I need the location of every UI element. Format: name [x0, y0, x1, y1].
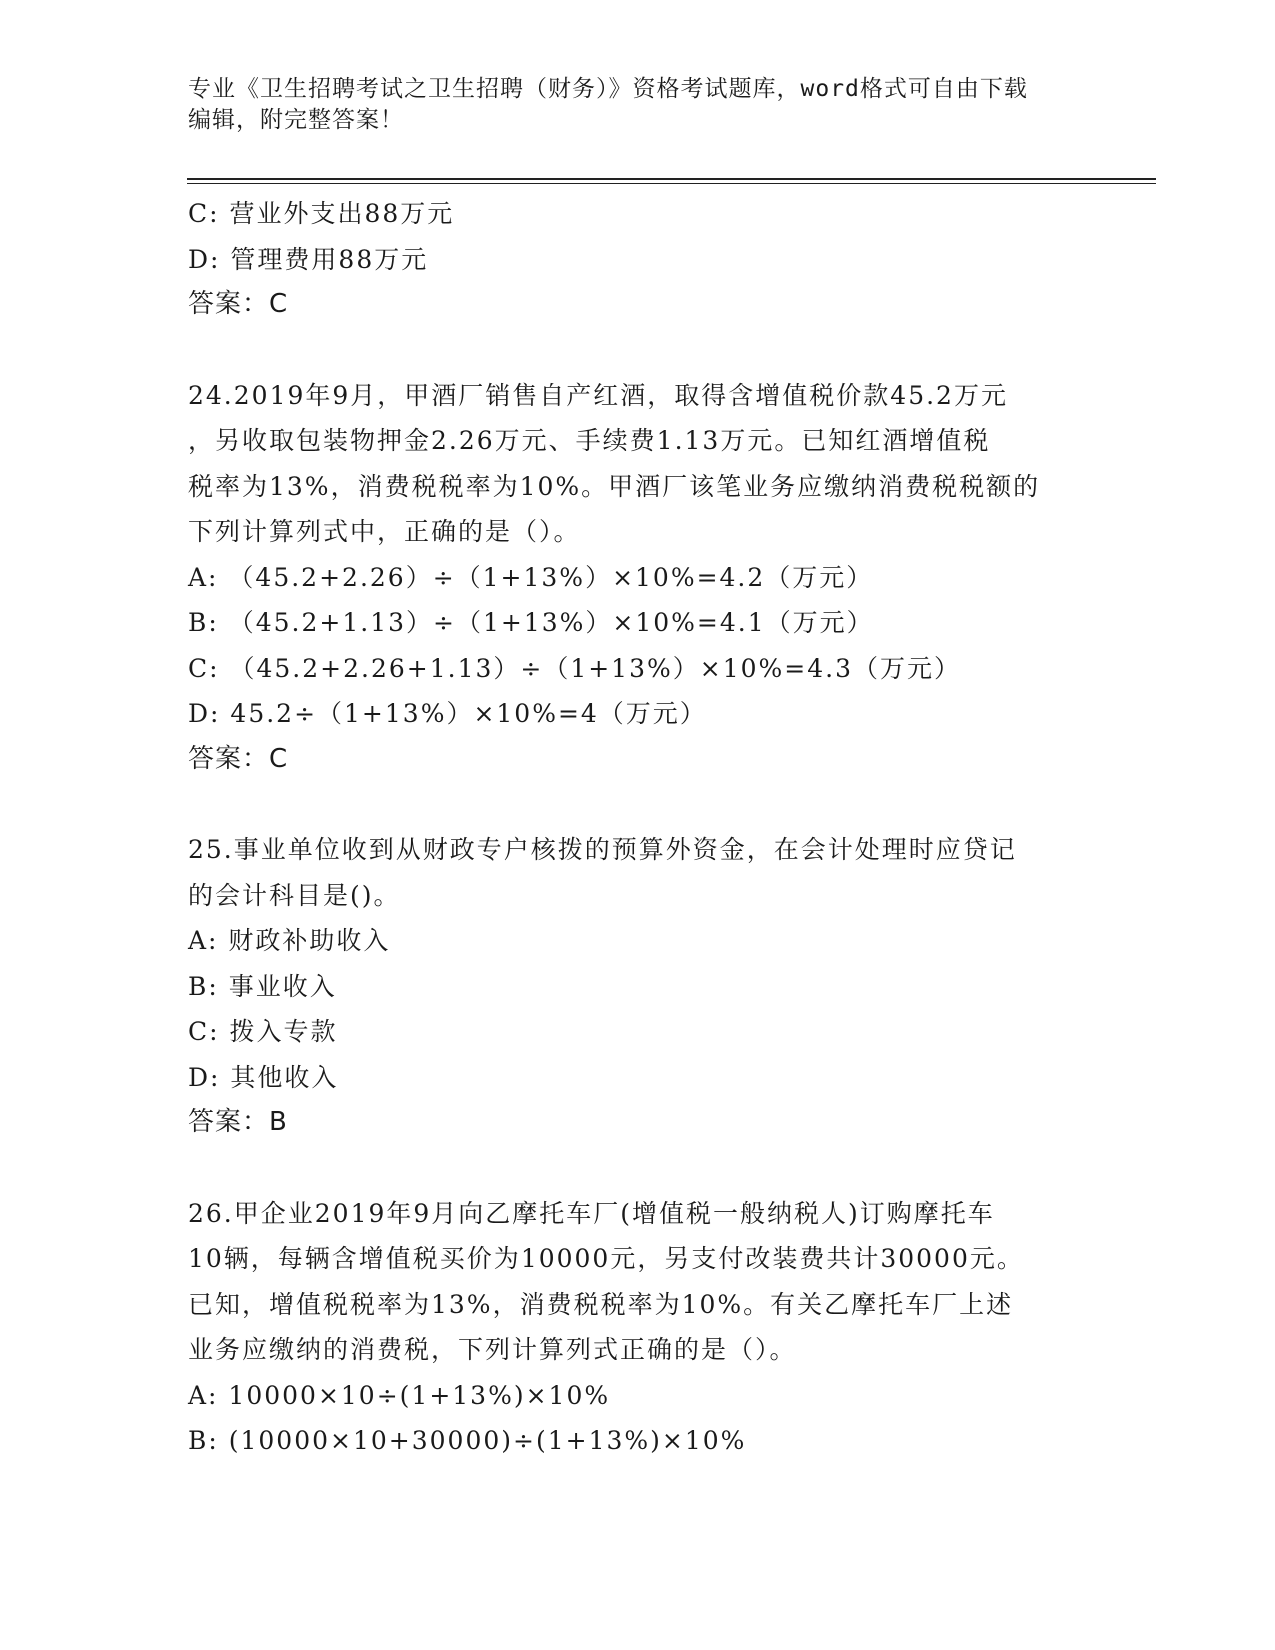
option-a: A: 财政补助收入 [188, 926, 391, 955]
question-block-prev [188, 191, 1088, 328]
question-stem-line: 业务应缴纳的消费税，下列计算列式正确的是（）。 [188, 1335, 797, 1364]
header-rule-thin [187, 183, 1156, 184]
answer-line: 答案：C [188, 743, 289, 774]
header-line-1: 专业《卫生招聘考试之卫生招聘（财务）》资格考试题库，word格式可自由下载 [188, 76, 1028, 102]
option-d: D: 其他收入 [188, 1062, 339, 1092]
answer-line: 答案：C [188, 289, 289, 319]
option-a: A: 10000×10÷(1+13%)×10% [188, 1380, 611, 1410]
question-stem-line: 的会计科目是()。 [188, 880, 401, 910]
option-c: C: （45.2+2.26+1.13）÷（1+13%）×10%=4.3（万元） [188, 653, 961, 683]
spacer [188, 1146, 1088, 1191]
option-c: C: 营业外支出88万元 [188, 199, 455, 228]
question-24 [188, 373, 1088, 783]
option-c: C: 拨入专款 [188, 1017, 338, 1046]
spacer [188, 328, 1088, 373]
option-d: D: 45.2÷（1+13%）×10%=4（万元） [188, 699, 707, 728]
option-b: B: (10000×10+30000)÷(1+13%)×10% [188, 1426, 747, 1455]
header-rule-thick [187, 178, 1156, 180]
header-line-2: 编辑，附完整答案！ [188, 107, 404, 133]
option-b: B: （45.2+1.13）÷（1+13%）×10%=4.1（万元） [188, 608, 874, 637]
question-stem-line: 26.甲企业2019年9月向乙摩托车厂(增值税一般纳税人)订购摩托车 [188, 1198, 995, 1228]
question-stem-line: 10辆，每辆含增值税买价为10000元，另支付改装费共计30000元。 [188, 1244, 1024, 1273]
question-26 [188, 1191, 1088, 1464]
question-content [188, 191, 1088, 1464]
question-stem-line: 25.事业单位收到从财政专户核拨的预算外资金，在会计处理时应贷记 [188, 835, 1017, 864]
question-stem-line: ，另收取包装物押金2.26万元、手续费1.13万元。已知红酒增值税 [188, 426, 991, 455]
question-stem-line: 已知，增值税税率为13%，消费税税率为10%。有关乙摩托车厂上述 [188, 1289, 1014, 1319]
document-header [188, 74, 1088, 136]
option-a: A: （45.2+2.26）÷（1+13%）×10%=4.2（万元） [188, 562, 874, 592]
answer-line: 答案：B [188, 1107, 288, 1137]
question-25 [188, 827, 1088, 1146]
option-b: B: 事业收入 [188, 971, 337, 1001]
option-d: D: 管理费用88万元 [188, 244, 429, 274]
spacer [188, 782, 1088, 827]
question-stem-line: 下列计算列式中，正确的是（）。 [188, 517, 581, 546]
question-stem-line: 税率为13%，消费税税率为10%。甲酒厂该笔业务应缴纳消费税税额的 [188, 471, 1041, 501]
question-stem-line: 24.2019年9月，甲酒厂销售自产红酒，取得含增值税价款45.2万元 [188, 380, 1008, 410]
